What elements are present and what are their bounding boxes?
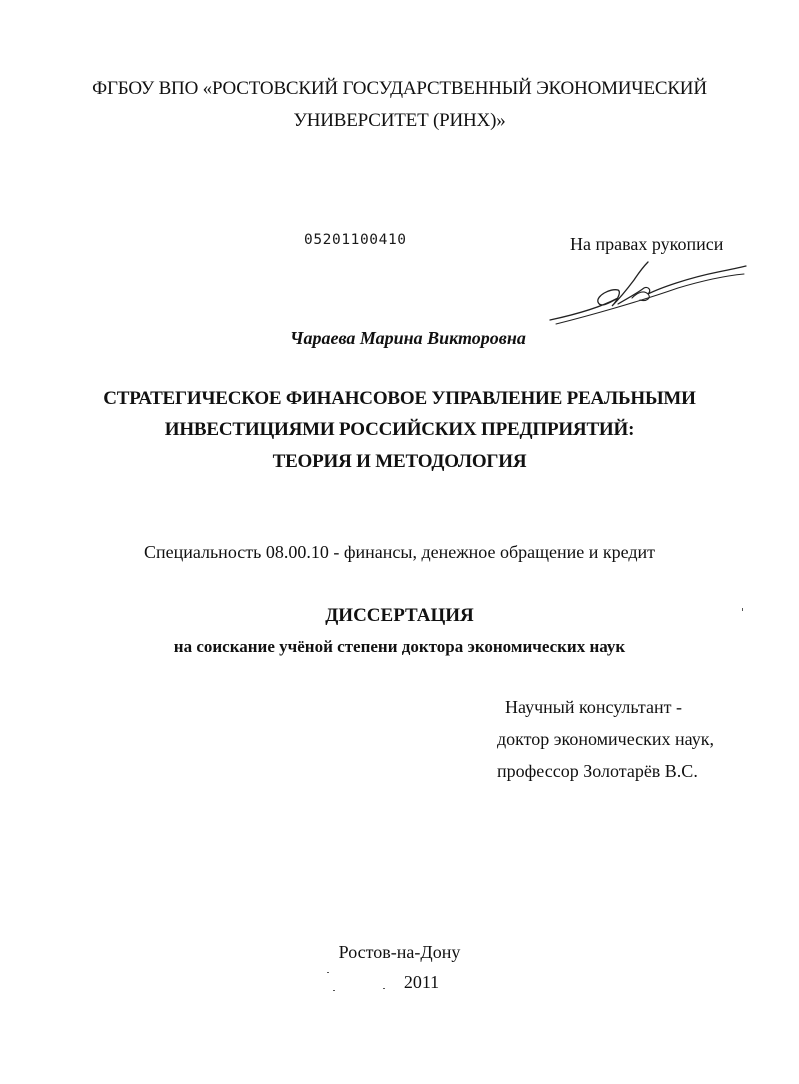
scan-speck — [742, 608, 743, 611]
organization-line-2: УНИВЕРСИТЕТ (РИНХ)» — [293, 110, 506, 131]
year: 2011 — [403, 972, 440, 992]
library-stamp-number: 05201100410 — [304, 232, 407, 248]
degree-line: на соискание учёной степени доктора экономических наук — [173, 637, 626, 656]
consultant-line-1: Научный консультант - — [505, 697, 682, 717]
author-name: Чараева Марина Викторовна — [290, 328, 526, 348]
consultant-line-3: профессор Золотарёв В.С. — [497, 761, 698, 781]
thesis-title-line-2: ИНВЕСТИЦИЯМИ РОССИЙСКИХ ПРЕДПРИЯТИЙ: — [164, 419, 635, 440]
scan-speck — [327, 972, 329, 973]
scan-speck — [333, 990, 335, 991]
scan-speck — [383, 988, 385, 989]
thesis-title-line-1: СТРАТЕГИЧЕСКОЕ ФИНАНСОВОЕ УПРАВЛЕНИЕ РЕАЛЬНЫМИ — [103, 388, 696, 409]
specialty-line: Специальность 08.00.10 - финансы, денежное обращение и кредит — [143, 542, 656, 562]
document-type-heading: ДИССЕРТАЦИЯ — [325, 605, 474, 626]
manuscript-rights-note: На правах рукописи — [570, 234, 724, 254]
city: Ростов-на-Дону — [338, 942, 461, 962]
consultant-line-2: доктор экономических наук, — [497, 729, 714, 749]
organization-line-1: ФГБОУ ВПО «РОСТОВСКИЙ ГОСУДАРСТВЕННЫЙ ЭКОНОМИЧЕСКИЙ — [92, 78, 707, 99]
author-signature — [548, 258, 748, 330]
thesis-title-line-3: ТЕОРИЯ И МЕТОДОЛОГИЯ — [272, 451, 527, 472]
